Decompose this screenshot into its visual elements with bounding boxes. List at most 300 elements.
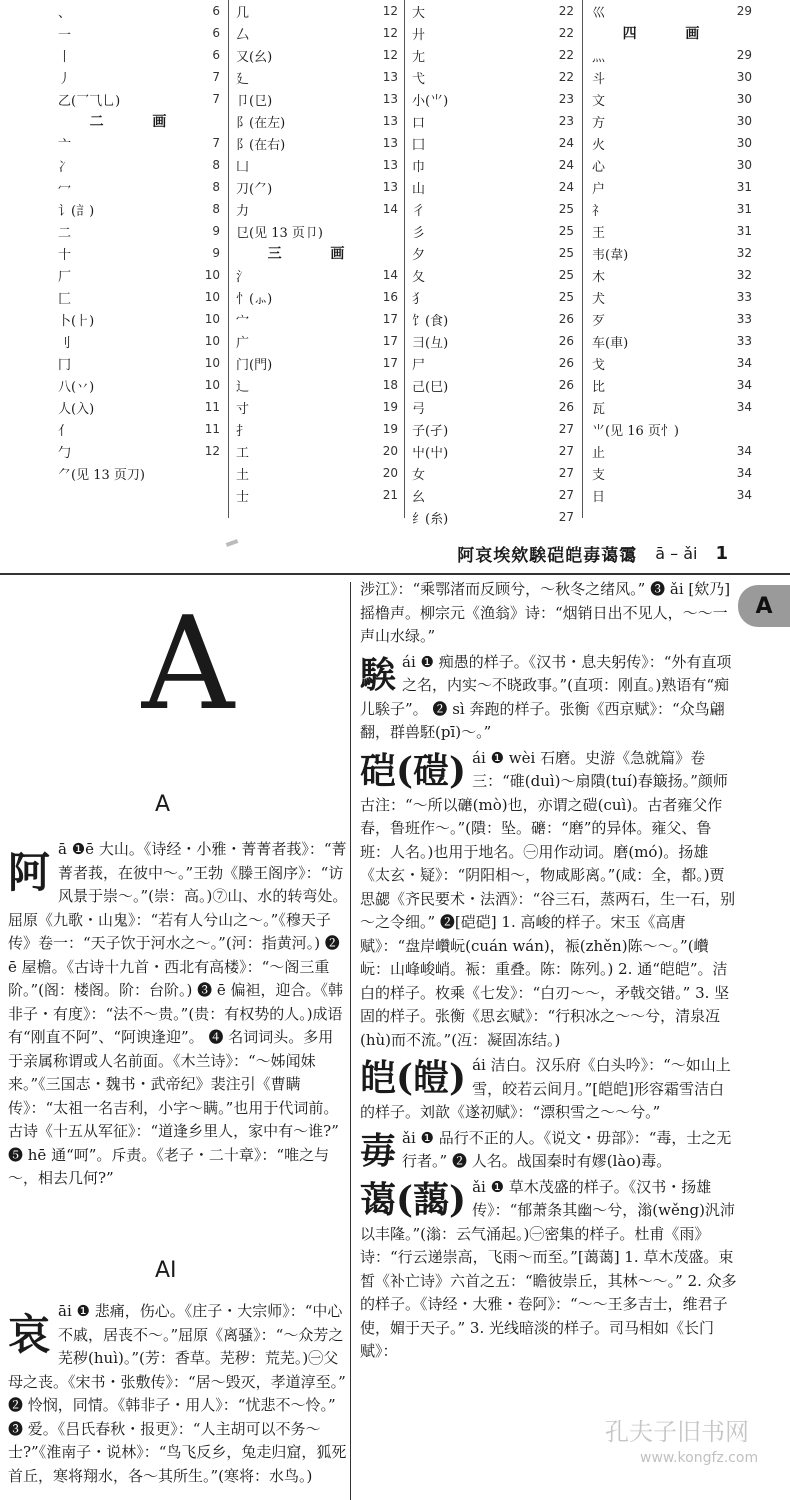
radical: 工 bbox=[236, 445, 250, 461]
radical: 冖 bbox=[58, 181, 72, 197]
radical: 车(車) bbox=[592, 335, 629, 351]
entry-headword: 阿 bbox=[8, 848, 51, 897]
radical-page-number: 34 bbox=[736, 488, 752, 502]
index-row bbox=[236, 110, 398, 132]
index-column-1 bbox=[58, 0, 220, 484]
radical: 火 bbox=[592, 137, 606, 153]
header-headwords: 阿哀埃欸騃硙皑毐蔼霭 bbox=[457, 545, 638, 566]
index-row bbox=[592, 66, 752, 88]
radical-page-number: 27 bbox=[558, 466, 574, 480]
radical: 彳 bbox=[412, 203, 426, 219]
radical: 门(門) bbox=[236, 357, 273, 373]
radical: 纟(糸) bbox=[412, 511, 449, 527]
ink-mark bbox=[226, 539, 239, 547]
radical-page-number: 25 bbox=[558, 246, 574, 260]
radical: 几 bbox=[236, 5, 250, 21]
index-row bbox=[58, 462, 220, 484]
entry-headword: 哀 bbox=[8, 1310, 51, 1359]
radical-page-number: 14 bbox=[382, 202, 398, 216]
radical: 寸 bbox=[236, 401, 250, 417]
index-row bbox=[58, 198, 220, 220]
radical: 心 bbox=[592, 159, 606, 175]
column-divider bbox=[350, 582, 351, 1500]
radical: 子(孑) bbox=[412, 423, 449, 439]
index-row bbox=[58, 0, 220, 22]
radical: 户 bbox=[592, 181, 606, 197]
radical-page-number: 24 bbox=[558, 136, 574, 150]
index-row bbox=[592, 286, 752, 308]
radical: 凵 bbox=[236, 159, 250, 175]
index-row bbox=[412, 330, 574, 352]
radical-page-number: 19 bbox=[382, 400, 398, 414]
index-column-2 bbox=[236, 0, 398, 506]
radical: 彐(彑) bbox=[412, 335, 449, 351]
index-row bbox=[58, 440, 220, 462]
radical-page-number: 25 bbox=[558, 290, 574, 304]
radical-page-number: 24 bbox=[558, 180, 574, 194]
index-row bbox=[592, 374, 752, 396]
section-heading-a: A bbox=[155, 792, 171, 817]
index-row bbox=[236, 88, 398, 110]
radical-page-number: 17 bbox=[382, 334, 398, 348]
index-divider bbox=[582, 0, 583, 518]
radical: 亠 bbox=[58, 137, 72, 153]
radical: 氵 bbox=[236, 269, 250, 285]
radical-page-number: 29 bbox=[736, 4, 752, 18]
radical: 夕 bbox=[412, 247, 426, 263]
entry-text: 涉江》：“乘鄂渚而反顾兮，～秋冬之绪风。” ❸ ǎi [欸乃]摇橹声。柳宗元《渔翁》诗：“烟销日出不见人，～～一声山水绿。” bbox=[360, 580, 731, 645]
radical-page-number: 25 bbox=[558, 224, 574, 238]
radical: 士 bbox=[236, 489, 250, 505]
radical-page-number: 22 bbox=[558, 26, 574, 40]
radical-page-number: 10 bbox=[204, 334, 220, 348]
radical: 卩(㔾) bbox=[236, 93, 273, 109]
radical: 一 bbox=[58, 27, 72, 43]
index-row bbox=[592, 264, 752, 286]
index-row bbox=[412, 374, 574, 396]
radical-page-number: 27 bbox=[558, 422, 574, 436]
radical-page-number: 34 bbox=[736, 378, 752, 392]
index-row bbox=[592, 418, 752, 440]
index-row bbox=[412, 0, 574, 22]
radical-page-number: 10 bbox=[204, 312, 220, 326]
radical-page-number: 17 bbox=[382, 356, 398, 370]
index-row bbox=[412, 176, 574, 198]
index-row bbox=[58, 264, 220, 286]
radical: 二 bbox=[58, 225, 72, 241]
radical: ⺈(见 13 页刀) bbox=[58, 467, 145, 483]
page-header bbox=[0, 533, 790, 575]
index-row bbox=[592, 352, 752, 374]
index-row bbox=[592, 396, 752, 418]
index-row bbox=[58, 352, 220, 374]
index-row bbox=[58, 242, 220, 264]
index-row bbox=[236, 374, 398, 396]
radical: 止 bbox=[592, 445, 606, 461]
index-row bbox=[592, 462, 752, 484]
radical: 女 bbox=[412, 467, 426, 483]
radical-page-number: 25 bbox=[558, 268, 574, 282]
stroke-count-heading: 二 画 bbox=[89, 114, 189, 130]
index-column-4 bbox=[592, 0, 752, 506]
radical-page-number: 13 bbox=[382, 70, 398, 84]
index-row bbox=[236, 396, 398, 418]
radical: 又(⺓) bbox=[236, 49, 273, 65]
radical: 弋 bbox=[412, 71, 426, 87]
right-column bbox=[360, 578, 738, 1366]
index-row bbox=[412, 418, 574, 440]
index-row bbox=[412, 506, 574, 528]
radical-page-number: 21 bbox=[382, 488, 398, 502]
radical-page-number: 22 bbox=[558, 4, 574, 18]
radical: 刂 bbox=[58, 335, 72, 351]
index-row bbox=[236, 418, 398, 440]
index-row bbox=[592, 198, 752, 220]
radical: 刀(⺈) bbox=[236, 181, 273, 197]
radical: 巾 bbox=[412, 159, 426, 175]
header-pinyin-range: ā – ǎi bbox=[655, 543, 698, 563]
radical: 勹 bbox=[58, 445, 72, 461]
entry-text: ái ❶ wèi 石磨。史游《急就篇》卷三：“碓(duì)～扇隤(tuí)春簸扬。”颜师古注：“～所以礳(mò)也，亦谓之磑(cuì)。古者雍父作春，鲁班作～。”(隤：坠。礳：“磨”的异体。雍父、鲁班：人名。)也用于地名。㊀用作动词。磨(mó)。扬雄《太玄・疑》：“阴阳相～，物咸彫离。”(咸：全，都。)贾思勰《齐民要术・法酒》：“谷三石，蒸两石，生一石，别～之令细。” ❷[硙硙] 1. 高峻的样子。宋玉《高唐赋》：“盘岸巑岏(cuán wán)，裖(zhěn)陈～～。”(巑岏：山峰峻峭。裖：重叠。陈：陈列。) 2. 通“皑皑”。洁白的样子。枚乘《七发》：“白刃～～，矛戟交错。” 3. 坚固的样子。张衡《思玄赋》：“行积冰之～～兮，清泉冱(hù)而不流。”(冱：凝固冻结。) bbox=[360, 748, 736, 1049]
index-row bbox=[412, 198, 574, 220]
index-row bbox=[236, 66, 398, 88]
radical-page-number: 10 bbox=[204, 356, 220, 370]
index-row bbox=[592, 440, 752, 462]
radical: 饣(食) bbox=[412, 313, 449, 329]
dictionary-entry bbox=[8, 1300, 348, 1488]
radical: 冂 bbox=[58, 357, 72, 373]
index-row bbox=[412, 110, 574, 132]
index-row bbox=[236, 264, 398, 286]
radical-page-number: 13 bbox=[382, 180, 398, 194]
index-row bbox=[58, 220, 220, 242]
index-row bbox=[412, 352, 574, 374]
watermark-url: www.kongfz.com bbox=[640, 1450, 759, 1466]
index-row bbox=[58, 330, 220, 352]
index-row bbox=[236, 308, 398, 330]
radical-page-number: 11 bbox=[204, 400, 220, 414]
entry-text: āi ❶ 悲痛，伤心。《庄子・大宗师》：“中心不戚，居丧不～。”屈原《离骚》：“～众芳之芜秽(huì)。”(芳：香草。芜秽：荒芜。)㊀父母之丧。《宋书・张敷传》：“居～毁灭，孝道淳至。” ❷ 怜悯，同情。《韩非子・用人》：“忧悲不～怜。” ❸ 爱。《吕氏春秋・报更》：“人主胡可以不务～士?”《淮南子・说林》：“鸟飞反乡，兔走归窟，狐死首丘，寒将翔水，各～其所生。”(寒将：水鸟。) bbox=[8, 1302, 347, 1485]
radical: 戈 bbox=[592, 357, 606, 373]
index-row bbox=[236, 22, 398, 44]
radical-page-number: 7 bbox=[212, 136, 220, 150]
index-row bbox=[592, 154, 752, 176]
dictionary-entry bbox=[360, 747, 738, 1053]
index-row bbox=[412, 308, 574, 330]
index-row bbox=[58, 396, 220, 418]
radical: 宀 bbox=[236, 313, 250, 329]
index-row bbox=[236, 330, 398, 352]
radical-page-number: 12 bbox=[382, 4, 398, 18]
index-row bbox=[412, 286, 574, 308]
index-row bbox=[58, 66, 220, 88]
index-row bbox=[412, 484, 574, 506]
radical-page-number: 30 bbox=[736, 136, 752, 150]
radical: 木 bbox=[592, 269, 606, 285]
radical: 力 bbox=[236, 203, 250, 219]
radical: ⺌(见 16 页忄) bbox=[592, 423, 679, 439]
radical-page-number: 10 bbox=[204, 378, 220, 392]
radical: 匚 bbox=[58, 291, 72, 307]
radical-page-number: 27 bbox=[558, 444, 574, 458]
index-row bbox=[58, 154, 220, 176]
index-row bbox=[58, 44, 220, 66]
radical: 冫 bbox=[58, 159, 72, 175]
radical-page-number: 26 bbox=[558, 334, 574, 348]
index-divider bbox=[228, 0, 229, 518]
index-row bbox=[236, 220, 398, 242]
radical-page-number: 33 bbox=[736, 290, 752, 304]
radical-page-number: 10 bbox=[204, 268, 220, 282]
dictionary-entry bbox=[360, 1127, 738, 1174]
radical-page-number: 18 bbox=[382, 378, 398, 392]
radical: 方 bbox=[592, 115, 606, 131]
radical-page-number: 32 bbox=[736, 268, 752, 282]
radical: 阝(在右) bbox=[236, 137, 286, 153]
radical-page-number: 22 bbox=[558, 70, 574, 84]
index-row bbox=[236, 352, 398, 374]
radical-page-number: 31 bbox=[736, 202, 752, 216]
radical: 礻 bbox=[592, 203, 606, 219]
index-column-3 bbox=[412, 0, 574, 528]
radical-page-number: 23 bbox=[558, 92, 574, 106]
index-row bbox=[236, 154, 398, 176]
dictionary-entry bbox=[360, 1176, 738, 1364]
radical-page-number: 6 bbox=[212, 48, 220, 62]
radical-page-number: 33 bbox=[736, 334, 752, 348]
radical: 辶 bbox=[236, 379, 250, 395]
section-big-letter: A bbox=[141, 590, 235, 739]
radical: 土 bbox=[236, 467, 250, 483]
radical-page-number: 27 bbox=[558, 510, 574, 524]
index-row bbox=[592, 308, 752, 330]
radical: 卜(⺊) bbox=[58, 313, 95, 329]
radical-page-number: 31 bbox=[736, 224, 752, 238]
radical-page-number: 24 bbox=[558, 158, 574, 172]
index-row bbox=[592, 44, 752, 66]
radical: 文 bbox=[592, 93, 606, 109]
index-row bbox=[58, 132, 220, 154]
section-heading-ai: AI bbox=[155, 1258, 177, 1283]
index-row bbox=[592, 0, 752, 22]
radical-page-number: 8 bbox=[212, 180, 220, 194]
radical: 尢 bbox=[412, 49, 426, 65]
entry-headword: 硙(磑) bbox=[360, 749, 467, 792]
radical-page-number: 23 bbox=[558, 114, 574, 128]
radical: 小(⺌) bbox=[412, 93, 449, 109]
index-row bbox=[412, 462, 574, 484]
index-row bbox=[412, 154, 574, 176]
index-row bbox=[592, 242, 752, 264]
entry-headword: 蔼(藹) bbox=[360, 1178, 467, 1221]
radical-page-number: 27 bbox=[558, 488, 574, 502]
index-row bbox=[592, 110, 752, 132]
index-row bbox=[236, 440, 398, 462]
radical: 韦(韋) bbox=[592, 247, 629, 263]
radical-page-number: 25 bbox=[558, 202, 574, 216]
index-row bbox=[412, 440, 574, 462]
index-row bbox=[58, 286, 220, 308]
index-row bbox=[592, 88, 752, 110]
index-row bbox=[412, 88, 574, 110]
index-row bbox=[592, 176, 752, 198]
index-row bbox=[58, 374, 220, 396]
radical: 歹 bbox=[592, 313, 606, 329]
index-row bbox=[236, 44, 398, 66]
radical: 日 bbox=[592, 489, 606, 505]
radical-page-number: 13 bbox=[382, 114, 398, 128]
radical: 支 bbox=[592, 467, 606, 483]
index-row bbox=[592, 330, 752, 352]
section-thumb-tab: A bbox=[738, 585, 790, 627]
radical-page-number: 22 bbox=[558, 48, 574, 62]
radical-page-number: 30 bbox=[736, 92, 752, 106]
radical: 亻 bbox=[58, 423, 72, 439]
radical: 彡 bbox=[412, 225, 426, 241]
radical: 人(入) bbox=[58, 401, 95, 417]
radical: 屮(屮) bbox=[412, 445, 449, 461]
radical-page-number: 6 bbox=[212, 4, 220, 18]
radical-page-number: 12 bbox=[382, 26, 398, 40]
radical: 瓦 bbox=[592, 401, 606, 417]
radical-page-number: 30 bbox=[736, 158, 752, 172]
radical-page-number: 34 bbox=[736, 466, 752, 480]
stroke-count-heading: 三 画 bbox=[267, 246, 367, 262]
index-row bbox=[412, 396, 574, 418]
radical: 夂 bbox=[412, 269, 426, 285]
radical-page-number: 17 bbox=[382, 312, 398, 326]
index-row bbox=[412, 264, 574, 286]
entry-headword: 騃 bbox=[360, 653, 397, 696]
entry-headword: 毐 bbox=[360, 1129, 397, 1172]
radical-page-number: 8 bbox=[212, 202, 220, 216]
radical-page-number: 29 bbox=[736, 48, 752, 62]
radical: 十 bbox=[58, 247, 72, 263]
index-row bbox=[236, 462, 398, 484]
index-row bbox=[412, 66, 574, 88]
dictionary-entry bbox=[360, 1054, 738, 1125]
index-row bbox=[236, 132, 398, 154]
radical-page-number: 6 bbox=[212, 26, 220, 40]
index-row bbox=[412, 44, 574, 66]
watermark: 孔夫子旧书网 bbox=[605, 1418, 749, 1446]
index-row bbox=[412, 242, 574, 264]
radical-page-number: 13 bbox=[382, 158, 398, 172]
radical-page-number: 13 bbox=[382, 136, 398, 150]
index-row bbox=[236, 0, 398, 22]
radical: 讠(訁) bbox=[58, 203, 95, 219]
radical: 廾 bbox=[412, 27, 426, 43]
index-row bbox=[592, 220, 752, 242]
radical-page-number: 26 bbox=[558, 400, 574, 414]
index-row bbox=[58, 88, 220, 110]
radical: 己(巳) bbox=[412, 379, 449, 395]
radical: 扌 bbox=[236, 423, 250, 439]
radical: 忄(⺗) bbox=[236, 291, 273, 307]
radical: 尸 bbox=[412, 357, 426, 373]
entry-text: ā ❶ē 大山。《诗经・小雅・菁菁者莪》：“菁菁者莪，在彼中～。”王勃《滕王阁序》：“访风景于崇～。”(崇：高。)⑦山、水的转弯处。屈原《九歌・山鬼》：“若有人兮山之～。”《穆天子传》卷一：“天子饮于河水之～。”(河：指黄河。) ❷ ē 屋檐。《古诗十九首・西北有高楼》：“～阁三重阶。”(阁：楼阁。阶：台阶。) ❸ ē 偏袒，迎合。《韩非子・有度》：“法不～贵。”(贵：有权势的人。)成语有“刚直不阿”、“阿谀逢迎”。 ❹ 名词词头。多用于亲属称谓或人名前面。《木兰诗》：“～姊闻妹来。”《三国志・魏书・武帝纪》裴注引《曹瞒传》：“太祖一名吉利，小字～瞒。”也用于代词前。古诗《十五从军征》：“道逢乡里人，家中有～谁?” ❺ hē 通“呵”。斥责。《老子・二十章》：“唯之与～，相去几何?” bbox=[8, 840, 348, 1187]
entry-headword: 皑(皚) bbox=[360, 1057, 467, 1099]
radical: 犬 bbox=[592, 291, 606, 307]
radical-page-number: 26 bbox=[558, 378, 574, 392]
radical: 比 bbox=[592, 379, 606, 395]
radical: 斗 bbox=[592, 71, 606, 87]
radical: 丨 bbox=[58, 49, 72, 65]
stroke-count-heading: 四 画 bbox=[622, 26, 722, 42]
radical-page-number: 30 bbox=[736, 114, 752, 128]
radical-page-number: 9 bbox=[212, 224, 220, 238]
radical-page-number: 10 bbox=[204, 290, 220, 304]
radical: 乙(乛⺄乚) bbox=[58, 93, 121, 109]
dictionary-entry-continued bbox=[360, 578, 738, 649]
radical: 巛 bbox=[592, 5, 606, 21]
radical: 口 bbox=[412, 115, 426, 131]
radical-page-number: 32 bbox=[736, 246, 752, 260]
index-row bbox=[58, 176, 220, 198]
radical: 犭 bbox=[412, 291, 426, 307]
radical: 厂 bbox=[58, 269, 72, 285]
radical-page-number: 20 bbox=[382, 444, 398, 458]
index-row bbox=[412, 220, 574, 242]
index-row bbox=[592, 132, 752, 154]
entry-text: ǎi ❶ 品行不正的人。《说文・毋部》：“毒，士之无行者。” ❷ 人名。战国秦时有嫪(lào)毒。 bbox=[402, 1128, 732, 1170]
radical: 囗 bbox=[412, 137, 426, 153]
radical-page-number: 7 bbox=[212, 70, 220, 84]
index-row bbox=[236, 198, 398, 220]
radical-page-number: 8 bbox=[212, 158, 220, 172]
entry-text: ái ❶ 痴愚的样子。《汉书・息夫躬传》：“外有直项之名，内实～不晓政事。”(直项：刚直。)熟语有“痴儿騃子”。 ❷ sì 奔跑的样子。张衡《西京赋》：“众鸟翩翻，群兽駓(pī)～。” bbox=[360, 652, 732, 741]
radical: 阝(在左) bbox=[236, 115, 286, 131]
radical-page-number: 26 bbox=[558, 356, 574, 370]
index-row bbox=[236, 286, 398, 308]
radical: 灬 bbox=[592, 49, 606, 65]
radical: 廴 bbox=[236, 71, 250, 87]
radical-page-number: 26 bbox=[558, 312, 574, 326]
radical: 大 bbox=[412, 5, 426, 21]
index-row bbox=[412, 132, 574, 154]
radical-page-number: 7 bbox=[212, 92, 220, 106]
radical-page-number: 30 bbox=[736, 70, 752, 84]
radical-page-number: 20 bbox=[382, 466, 398, 480]
radical: 弓 bbox=[412, 401, 426, 417]
radical-page-number: 9 bbox=[212, 246, 220, 260]
radical: 王 bbox=[592, 225, 606, 241]
radical-page-number: 31 bbox=[736, 180, 752, 194]
entry-text: ǎi ❶ 草木茂盛的样子。《汉书・扬雄传》：“郁萧条其幽～兮，滃(wěng)汎沛以丰隆。”(滃：云气涌起。)㊀密集的样子。杜甫《雨》诗：“行云递崇高，飞雨～而至。”[蔼蔼] 1. 草木茂盛。束皙《补亡诗》六首之五：“瞻彼崇丘，其林～～。” 2. 众多的样子。《诗经・大雅・卷阿》：“～～王多吉士，维君子使，媚于天子。” 3. 光线暗淡的样子。司马相如《长门赋》： bbox=[360, 1177, 737, 1360]
radical-page-number: 11 bbox=[204, 422, 220, 436]
index-row bbox=[236, 176, 398, 198]
radical-page-number: 12 bbox=[204, 444, 220, 458]
dictionary-entry bbox=[360, 651, 738, 745]
radical-page-number: 12 bbox=[382, 48, 398, 62]
radical-page-number: 33 bbox=[736, 312, 752, 326]
radical-page-number: 16 bbox=[382, 290, 398, 304]
index-divider bbox=[404, 0, 405, 518]
radical-page-number: 13 bbox=[382, 92, 398, 106]
radical-page-number: 34 bbox=[736, 356, 752, 370]
index-row bbox=[412, 22, 574, 44]
radical: 㔾(见 13 页卩) bbox=[236, 225, 323, 241]
page-number: 1 bbox=[715, 542, 728, 564]
radical: 山 bbox=[412, 181, 426, 197]
radical: 丿 bbox=[58, 71, 72, 87]
radical: 八(丷) bbox=[58, 379, 95, 395]
radical: 广 bbox=[236, 335, 250, 351]
radical-page-number: 34 bbox=[736, 444, 752, 458]
radical-page-number: 19 bbox=[382, 422, 398, 436]
radical: 、 bbox=[58, 5, 72, 21]
index-row bbox=[58, 22, 220, 44]
